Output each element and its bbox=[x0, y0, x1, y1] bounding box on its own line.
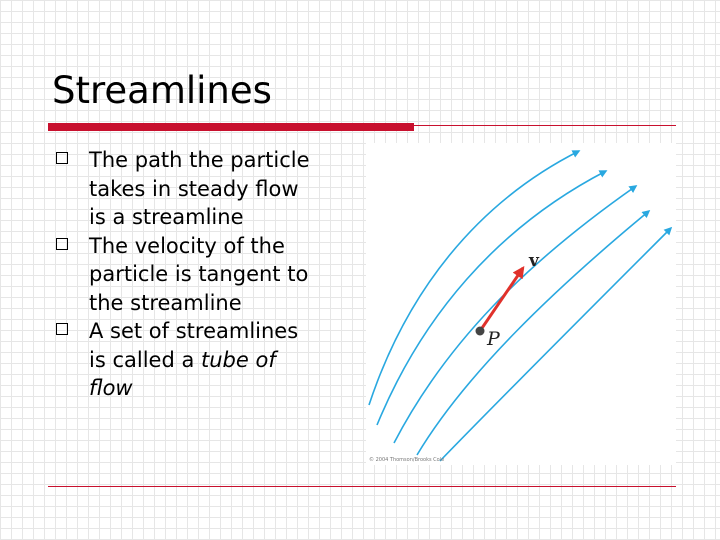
velocity-label: v bbox=[529, 251, 539, 271]
bullet-line: is a streamline bbox=[89, 205, 244, 229]
bullet-item bbox=[56, 232, 356, 318]
bullet-line: A set of streamlines bbox=[89, 319, 299, 343]
bullet-line: The velocity of the bbox=[89, 233, 285, 258]
bullet-list bbox=[56, 146, 356, 403]
streamline-figure bbox=[366, 143, 676, 465]
hollow-square-bullet-icon bbox=[56, 238, 68, 250]
bullet-item bbox=[56, 146, 356, 232]
bottom-divider bbox=[48, 486, 676, 487]
hollow-square-bullet-icon bbox=[56, 323, 68, 335]
bullet-emphasis: flow bbox=[89, 376, 133, 400]
streamline bbox=[440, 228, 671, 461]
bullet-line: particle is tangent to bbox=[89, 262, 309, 286]
velocity-vector bbox=[480, 268, 523, 331]
point-label: P bbox=[487, 328, 500, 350]
bullet-line: takes in steady flow bbox=[89, 176, 299, 201]
bullet-line: is called a bbox=[89, 347, 202, 372]
bullet-item bbox=[56, 317, 356, 403]
bullet-emphasis: tube of bbox=[201, 347, 276, 372]
figure-credit: © 2004 Thomson/Brooks Cole bbox=[369, 457, 445, 463]
slide-title: Streamlines bbox=[52, 69, 272, 112]
streamline bbox=[417, 211, 649, 455]
particle-point bbox=[476, 327, 485, 336]
streamline bbox=[394, 186, 636, 443]
bullet-line: The path the particle bbox=[89, 148, 310, 172]
streamline bbox=[369, 151, 579, 405]
title-divider-thick bbox=[48, 123, 414, 131]
bullet-line: the streamline bbox=[89, 290, 242, 315]
streamline-diagram bbox=[366, 143, 676, 465]
streamline bbox=[377, 171, 606, 425]
hollow-square-bullet-icon bbox=[56, 152, 68, 164]
